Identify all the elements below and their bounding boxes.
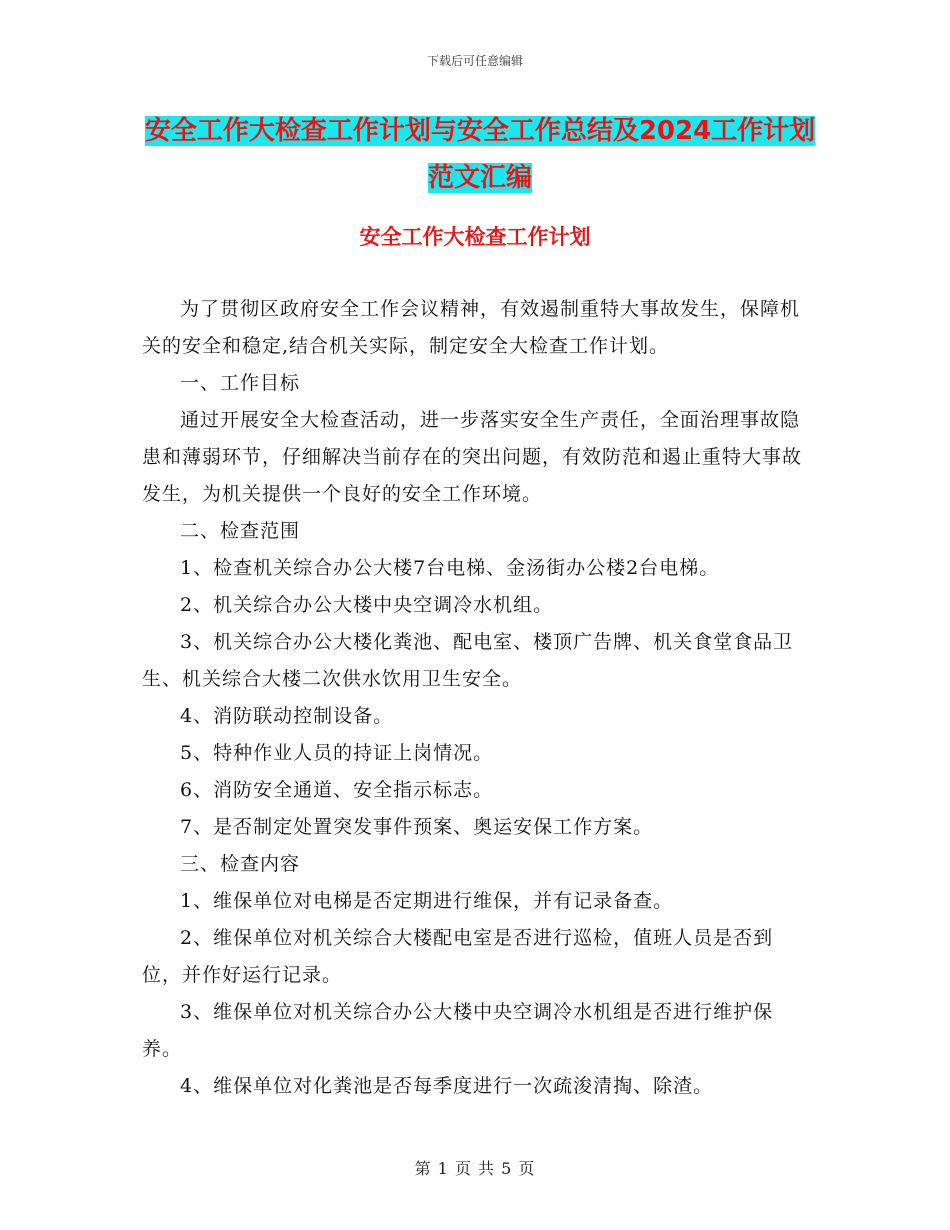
scope-item-3: 3、机关综合办公大楼化粪池、配电室、楼顶广告牌、机关食堂食品卫生、机关综合大楼二次供水饮用卫生安全。 bbox=[142, 631, 794, 690]
scope-item-6: 6、消防安全通道、安全指示标志。 bbox=[180, 779, 494, 801]
page-number-footer: 第 1 页 共 5 页 bbox=[414, 1159, 536, 1178]
heading-work-goal: 一、工作目标 bbox=[180, 372, 301, 394]
heading-inspection-scope: 二、检查范围 bbox=[180, 520, 301, 542]
section-title: 安全工作大检查工作计划 bbox=[359, 225, 591, 249]
content-item-2: 2、维保单位对机关综合大楼配电室是否进行巡检，值班人员是否到位，并作好运行记录。 bbox=[142, 927, 774, 986]
scope-item-2: 2、机关综合办公大楼中央空调冷水机组。 bbox=[180, 594, 554, 616]
document-body bbox=[142, 291, 810, 1105]
document-title-text: 安全工作大检查工作计划与安全工作总结及2024工作计划范文汇编 bbox=[144, 116, 816, 193]
document-title bbox=[140, 108, 820, 202]
paragraph-intro: 为了贯彻区政府安全工作会议精神，有效遏制重特大事故发生，保障机关的安全和稳定,结合机关实际，制定安全大检查工作计划。 bbox=[142, 298, 801, 357]
page-header-note: 下载后可任意编辑 bbox=[426, 54, 523, 68]
scope-item-4: 4、消防联动控制设备。 bbox=[180, 705, 394, 727]
scope-item-7: 7、是否制定处置突发事件预案、奥运安保工作方案。 bbox=[180, 816, 654, 838]
heading-inspection-content: 三、检查内容 bbox=[180, 853, 301, 875]
paragraph-work-goal: 通过开展安全大检查活动，进一步落实安全生产责任，全面治理事故隐患和薄弱环节，仔细解决当前存在的突出问题，有效防范和遏止重特大事故发生，为机关提供一个良好的安全工作环境。 bbox=[142, 409, 803, 505]
scope-item-1: 1、检查机关综合办公大楼7台电梯、金汤街办公楼2台电梯。 bbox=[180, 557, 720, 579]
content-item-3: 3、维保单位对机关综合办公大楼中央空调冷水机组是否进行维护保养。 bbox=[142, 1001, 774, 1060]
content-item-4: 4、维保单位对化粪池是否每季度进行一次疏浚清掏、除渣。 bbox=[180, 1075, 714, 1097]
content-item-1: 1、维保单位对电梯是否定期进行维保，并有记录备查。 bbox=[180, 890, 674, 912]
scope-item-5: 5、特种作业人员的持证上岗情况。 bbox=[180, 742, 494, 764]
